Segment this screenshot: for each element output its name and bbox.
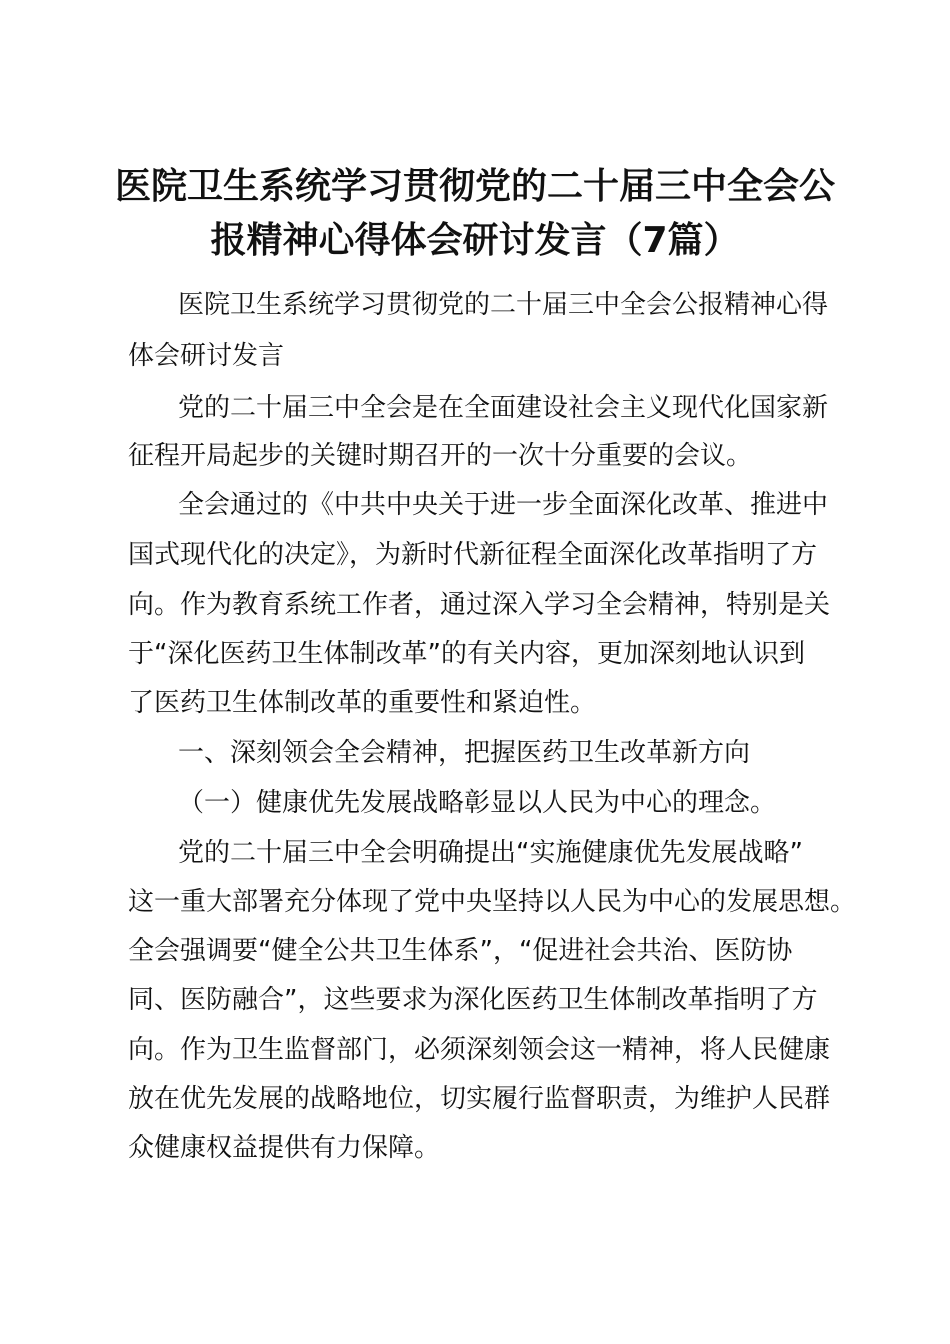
subtitle-line-1: 医院卫生系统学习贯彻党的二十届三中全会公报精神心得 (178, 290, 829, 320)
title-line-2: 报精神心得体会研讨发言（7篇） (210, 220, 740, 261)
paragraph-line: 征程开局起步的关键时期召开的一次十分重要的会议。 (128, 441, 753, 471)
subtitle-line-2: 体会研讨发言 (128, 341, 285, 371)
section-heading: 一、深刻领会全会精神，把握医药卫生改革新方向 (178, 738, 751, 768)
document-title (110, 160, 840, 268)
paragraph-line: 众健康权益提供有力保障。 (128, 1133, 441, 1163)
paragraph-line: 这一重大部署充分体现了党中央坚持以人民为中心的发展思想。 (128, 887, 857, 917)
paragraph-line: 向。作为卫生监督部门，必须深刻领会这一精神，将人民健康 (128, 1035, 831, 1065)
paragraph-line: 党的二十届三中全会明确提出“实施健康优先发展战略” (178, 838, 803, 868)
paragraph-line: 全会通过的《中共中央关于进一步全面深化改革、推进中 (178, 490, 829, 520)
paragraph-line: 同、医防融合”，这些要求为深化医药卫生体制改革指明了方 (128, 985, 818, 1015)
paragraph-line: 全会强调要“健全公共卫生体系”，“促进社会共治、医防协 (128, 936, 793, 966)
paragraph-line: 向。作为教育系统工作者，通过深入学习全会精神，特别是关 (128, 590, 831, 620)
paragraph-line: 放在优先发展的战略地位，切实履行监督职责，为维护人民群 (128, 1084, 831, 1114)
paragraph-line: 党的二十届三中全会是在全面建设社会主义现代化国家新 (178, 393, 829, 423)
title-line-1: 医院卫生系统学习贯彻党的二十届三中全会公 (114, 166, 835, 207)
paragraph-line: 国式现代化的决定》，为新时代新征程全面深化改革指明了方 (128, 540, 818, 570)
paragraph-line: 了医药卫生体制改革的重要性和紧迫性。 (128, 688, 597, 718)
subsection-heading: （一）健康优先发展战略彰显以人民为中心的理念。 (178, 788, 777, 818)
paragraph-line: 于“深化医药卫生体制改革”的有关内容，更加深刻地认识到 (128, 639, 805, 669)
